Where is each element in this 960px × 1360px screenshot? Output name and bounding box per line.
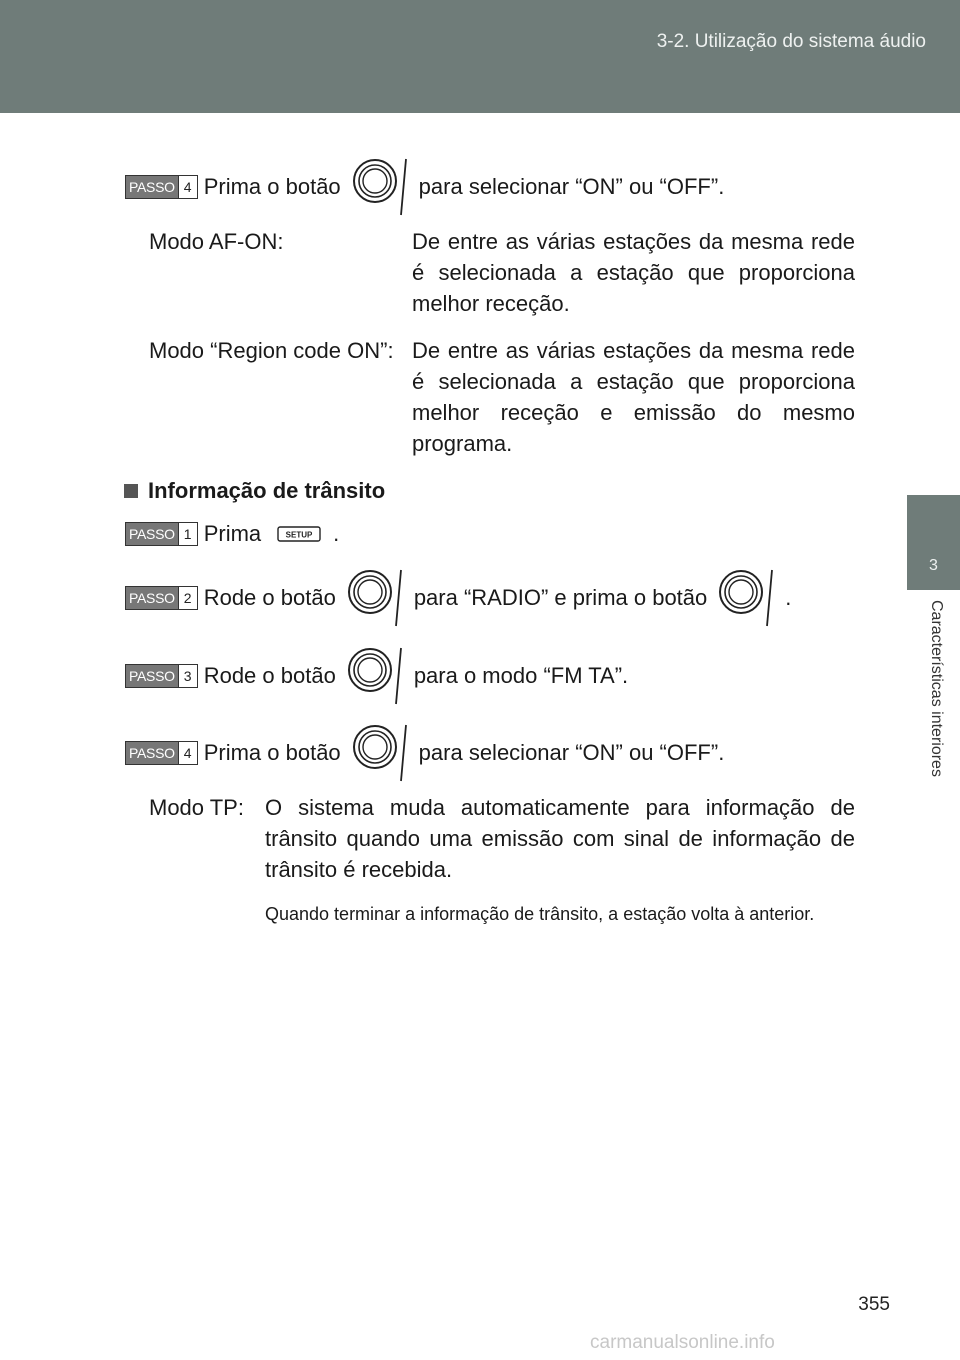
- mode-description: De entre as várias estações da mesma rede é selecionada a estação que proporciona melhor receção e emissão do mesmo programa.: [412, 338, 855, 456]
- step-text-after: para selecionar “ON” ou “OFF”.: [418, 174, 725, 199]
- section-heading: [124, 478, 385, 504]
- step-4-top: [125, 157, 724, 217]
- passo-badge: PASSO 3: [125, 664, 198, 688]
- header-title: 3-2. Utilização do sistema áudio: [656, 31, 926, 52]
- step-text-after: .: [333, 521, 340, 546]
- step-text-before: Prima o botão: [203, 174, 341, 199]
- step-2: [125, 568, 791, 628]
- step-4: [125, 723, 724, 783]
- step-text-after: para selecionar “ON” ou “OFF”.: [418, 740, 725, 765]
- square-bullet-icon: [124, 484, 138, 498]
- tune-knob-icon: [351, 723, 413, 783]
- chapter-number: 3: [929, 557, 938, 574]
- passo-badge: PASSO 4: [125, 741, 198, 765]
- step-text-middle: para “RADIO” e prima o botão: [413, 585, 708, 610]
- mode-label: Modo “Region code ON”:: [149, 338, 394, 363]
- mode-label: Modo AF-ON:: [149, 229, 284, 254]
- setup-button-icon: [277, 526, 321, 542]
- step-1: [125, 504, 339, 564]
- step-text-before: Rode o botão: [203, 663, 336, 688]
- step-text-after: para o modo “FM TA”.: [413, 663, 629, 688]
- watermark: carmanualsonline.info: [590, 1332, 775, 1353]
- note-text: Quando terminar a informação de trânsito, a estação volta à anterior.: [265, 904, 815, 924]
- svg-text:SETUP: SETUP: [285, 530, 313, 540]
- mode-description: O sistema muda automaticamente para informação de trânsito quando uma emissão com sinal de informação de trânsito é recebida.: [265, 795, 855, 882]
- page-number: 355: [858, 1294, 890, 1315]
- mode-label: Modo TP:: [149, 795, 244, 820]
- tune-knob-icon: [717, 568, 779, 628]
- step-text-after: .: [785, 585, 792, 610]
- step-text-before: Rode o botão: [203, 585, 336, 610]
- chapter-label: Características interiores: [928, 600, 945, 777]
- step-3: [125, 646, 628, 706]
- section-heading-text: Informação de trânsito: [148, 478, 386, 503]
- passo-badge: PASSO 1: [125, 522, 198, 546]
- tune-knob-icon: [351, 157, 413, 217]
- passo-badge: PASSO 2: [125, 586, 198, 610]
- passo-badge: PASSO 4: [125, 175, 198, 199]
- mode-description: De entre as várias estações da mesma rede é selecionada a estação que proporciona melhor receção.: [412, 229, 855, 316]
- step-text-before: Prima o botão: [203, 740, 341, 765]
- page-header: [0, 0, 960, 113]
- chapter-tab: [907, 495, 960, 590]
- tune-knob-icon: [346, 568, 408, 628]
- step-text-before: Prima: [203, 521, 262, 546]
- tune-knob-icon: [346, 646, 408, 706]
